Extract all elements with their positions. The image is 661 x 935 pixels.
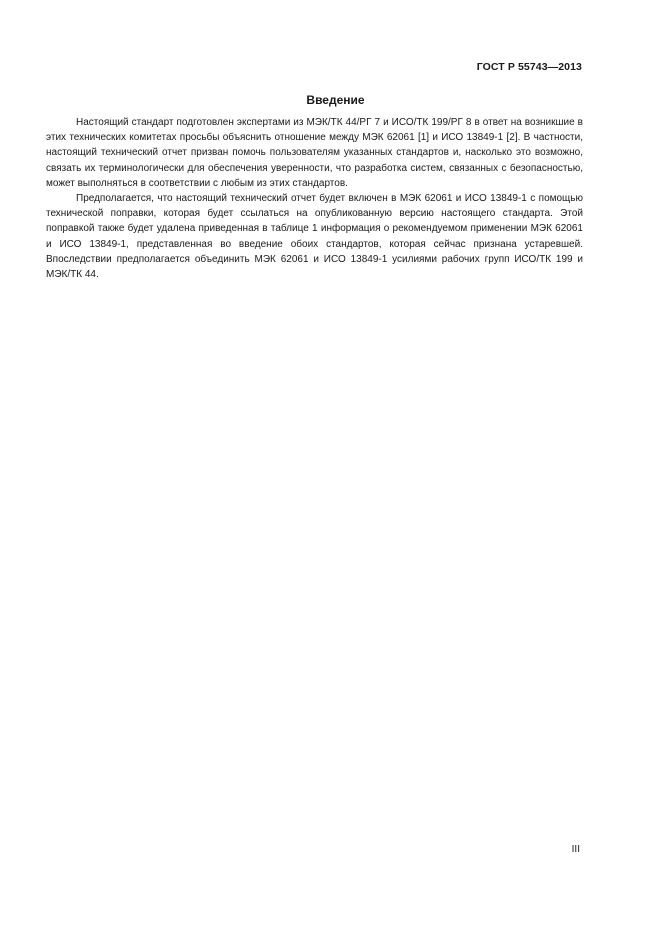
page-number: III [571, 844, 580, 855]
paragraph: Настоящий стандарт подготовлен экспертами из МЭК/ТК 44/РГ 7 и ИСО/ТК 199/РГ 8 в ответ на возникшие в этих технических комитетах просьбы объяснить отношение между МЭК 62061 [1] и ИСО 13849-1 [2]. В частности, настоящий технический отчет призван помочь пользователям указанных стандартов и, насколько это возможно, связать их терминологически для обеспечения уверенности, что разработка систем, связанных с безопасностью, может выполняться в соответствии с любым из этих стандартов. [46, 117, 583, 189]
introduction-body [46, 115, 583, 282]
document-code: ГОСТ Р 55743—2013 [476, 61, 582, 73]
paragraph: Предполагается, что настоящий технический отчет будет включен в МЭК 62061 и ИСО 13849-1 с помощью технической поправки, которая будет ссылаться на опубликованную версию настоящего стандарта. Этой поправкой также будет удалена приведенная в таблице 1 информация о рекомендуемом применении МЭК 62061 и ИСО 13849-1, представленная во введение обоих стандартов, которая сейчас признана устаревшей. Впоследствии предполагается объединить МЭК 62061 и ИСО 13849-1 усилиями рабочих групп ИСО/ТК 199 и МЭК/ТК 44. [46, 193, 583, 281]
section-title: Введение [306, 93, 365, 107]
